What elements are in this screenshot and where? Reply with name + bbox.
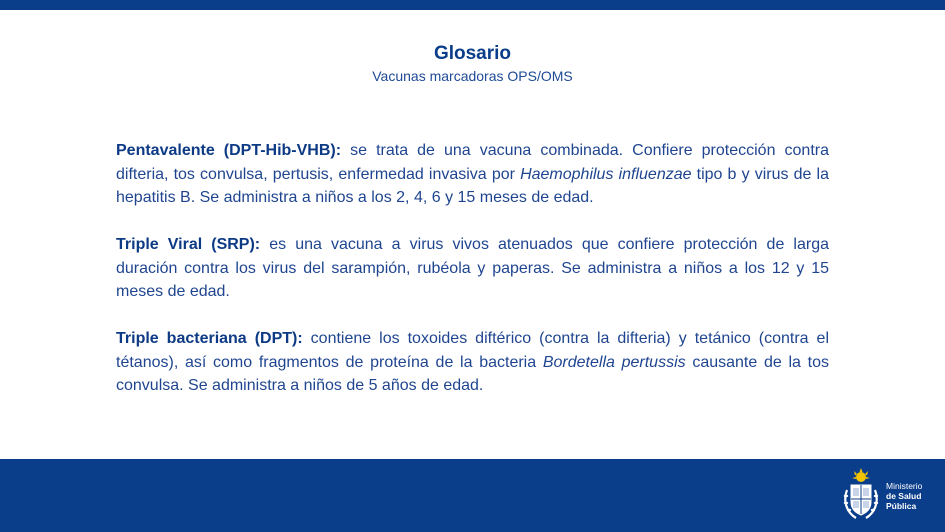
logo-line-3: Pública — [886, 501, 917, 511]
entry-italic: Haemophilus influenzae — [520, 165, 692, 183]
footer-bar — [0, 459, 945, 532]
entry-text: es una vacuna a virus vivos atenuados que confiere protección de larga duración contra los virus del sarampión, rubéola y paperas. Se administra a niños a los 12 y 15 meses de edad. — [116, 236, 829, 300]
page-title: Glosario — [433, 43, 512, 64]
glossary-entry-triple-bacteriana — [116, 327, 829, 398]
top-bar — [0, 0, 945, 10]
glossary-entry-triple-viral — [116, 233, 829, 304]
entry-term: Triple Viral (SRP): — [116, 236, 261, 253]
page-subtitle: Vacunas marcadoras OPS/OMS — [372, 68, 573, 84]
coat-of-arms-icon — [838, 468, 884, 524]
entry-italic: Bordetella pertussis — [542, 353, 686, 371]
logo-line-1: Ministerio — [886, 481, 923, 491]
entry-term: Triple bacteriana (DPT): — [116, 330, 303, 347]
glossary-content — [116, 139, 829, 421]
slide-header — [0, 42, 945, 85]
entry-text: se trata de una vacuna combinada. Confiere protección contra difteria, tos convulsa, pertusis, enfermedad invasiva por — [116, 142, 829, 183]
logo-line-2: de Salud — [886, 491, 922, 501]
entry-text-after: causante de la tos convulsa. Se administra a niños de 5 años de edad. — [116, 353, 829, 394]
ministry-name — [886, 481, 922, 511]
entry-text-after: tipo b y virus de la hepatitis B. Se administra a niños a los 2, 4, 6 y 15 meses de edad. — [116, 165, 829, 206]
entry-text: contiene los toxoides diftérico (contra la difteria) y tetánico (contra el tétanos), así como fragmentos de proteína de la bacteria — [116, 330, 830, 371]
glossary-entry-pentavalente — [116, 139, 829, 210]
entry-term: Pentavalente (DPT-Hib-VHB): — [116, 142, 342, 159]
ministry-logo — [838, 468, 933, 524]
